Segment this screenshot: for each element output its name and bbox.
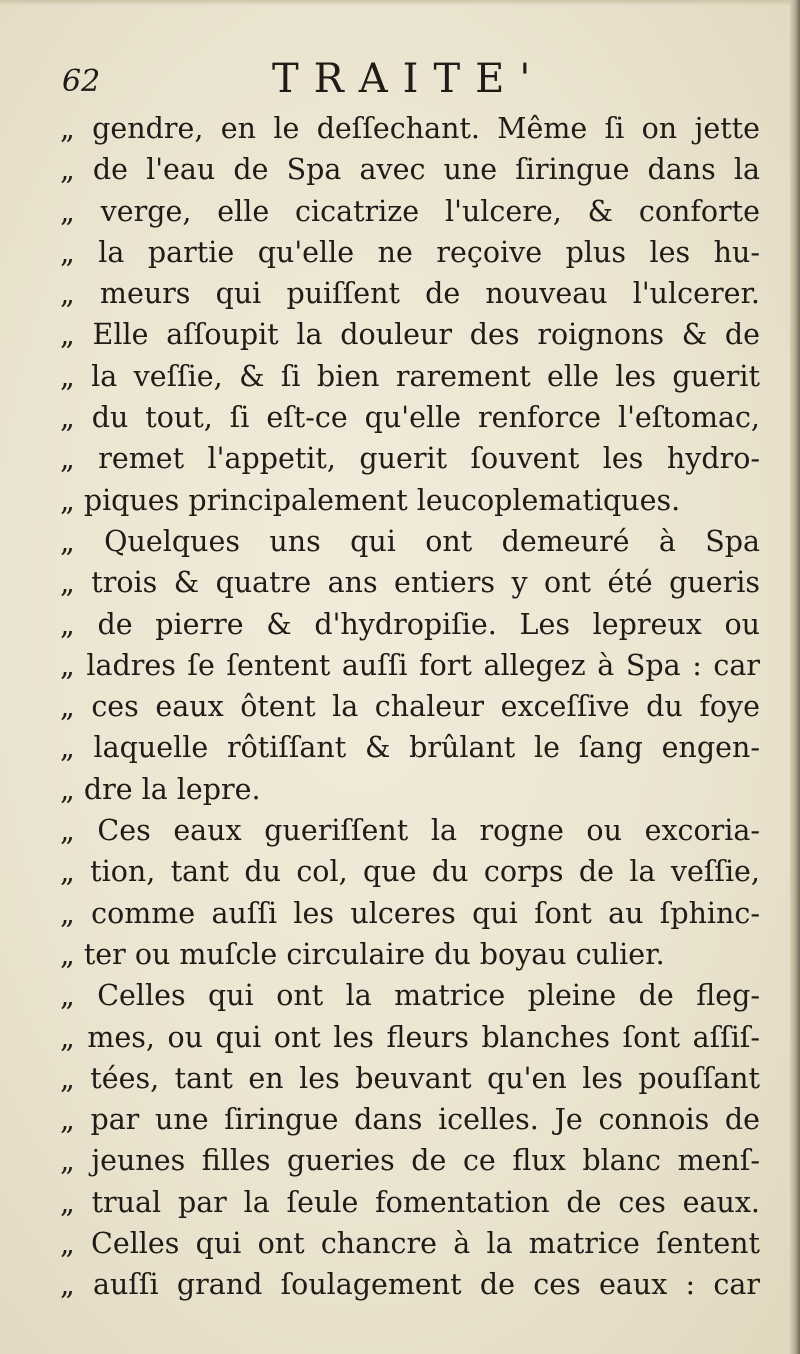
text-line: „ dre la lepre. (60, 772, 261, 806)
text-line: „ tion, tant du col, que du corps de la veſſie, (60, 855, 760, 889)
text-line: „ du tout, ſi eſt-ce qu'elle renforce l'eſtomac, (60, 401, 760, 435)
text-line: „ jeunes filles gueries de ce flux blanc menſ- (60, 1144, 760, 1178)
text-line: „ laquelle rôtiſſant & brûlant le ſang engen- (60, 731, 760, 765)
text-line: „ Celles qui ont la matrice pleine de fleg- (60, 979, 760, 1013)
text-line: „ remet l'appetit, guerit ſouvent les hydro- (60, 442, 760, 476)
text-line: „ Celles qui ont chancre à la matrice ſentent (60, 1227, 760, 1261)
text-line: „ la partie qu'elle ne reçoive plus les hu- (60, 235, 760, 269)
text-line: „ de l'eau de Spa avec une ſiringue dans la (60, 153, 760, 187)
text-line: „ de pierre & d'hydropiſie. Les lepreux ou (60, 607, 760, 641)
text-line: „ la veſſie, & ſi bien rarement elle les guerit (60, 359, 760, 393)
body-text (60, 108, 760, 1306)
text-line: „ piques principalement leucoplematiques. (60, 483, 681, 517)
text-line: „ ladres ſe ſentent auſſi fort allegez à Spa : car (60, 648, 760, 682)
text-line: „ ter ou muſcle circulaire du boyau culier. (60, 937, 665, 971)
text-line: „ auſſi grand ſoulagement de ces eaux : car (60, 1268, 760, 1302)
text-line: „ Quelques uns qui ont demeuré à Spa (60, 524, 760, 558)
text-line: „ comme auſſi les ulceres qui ſont au ſphinc- (60, 896, 760, 930)
text-line: „ gendre, en le deſſechant. Même ſi on jette (60, 112, 760, 145)
text-line: „ tées, tant en les beuvant qu'en les pouſſant (60, 1061, 760, 1095)
text-line: „ meurs qui puiſſent de nouveau l'ulcerer. (60, 277, 760, 311)
text-line: „ mes, ou qui ont les fleurs blanches ſont aſſiſ- (60, 1020, 760, 1054)
text-line: „ par une ſiringue dans icelles. Je connois de (60, 1103, 760, 1137)
running-head: TRAITE' (272, 56, 546, 102)
text-line: „ trual par la ſeule fomentation de ces eaux. (60, 1185, 760, 1219)
text-line: „ Ces eaux gueriſſent la rogne ou excoria- (60, 814, 760, 848)
page-header (62, 54, 762, 104)
page-top-edge (0, 0, 800, 6)
text-line: „ Elle aſſoupit la douleur des roignons & de (60, 318, 760, 352)
page-right-edge (790, 0, 800, 1354)
page-number: 62 (62, 64, 101, 99)
text-line: „ trois & quatre ans entiers y ont été gueris (60, 566, 760, 600)
text-line: „ verge, elle cicatrize l'ulcere, & conforte (60, 194, 760, 228)
text-line: „ ces eaux ôtent la chaleur exceſſive du foye (60, 690, 760, 724)
